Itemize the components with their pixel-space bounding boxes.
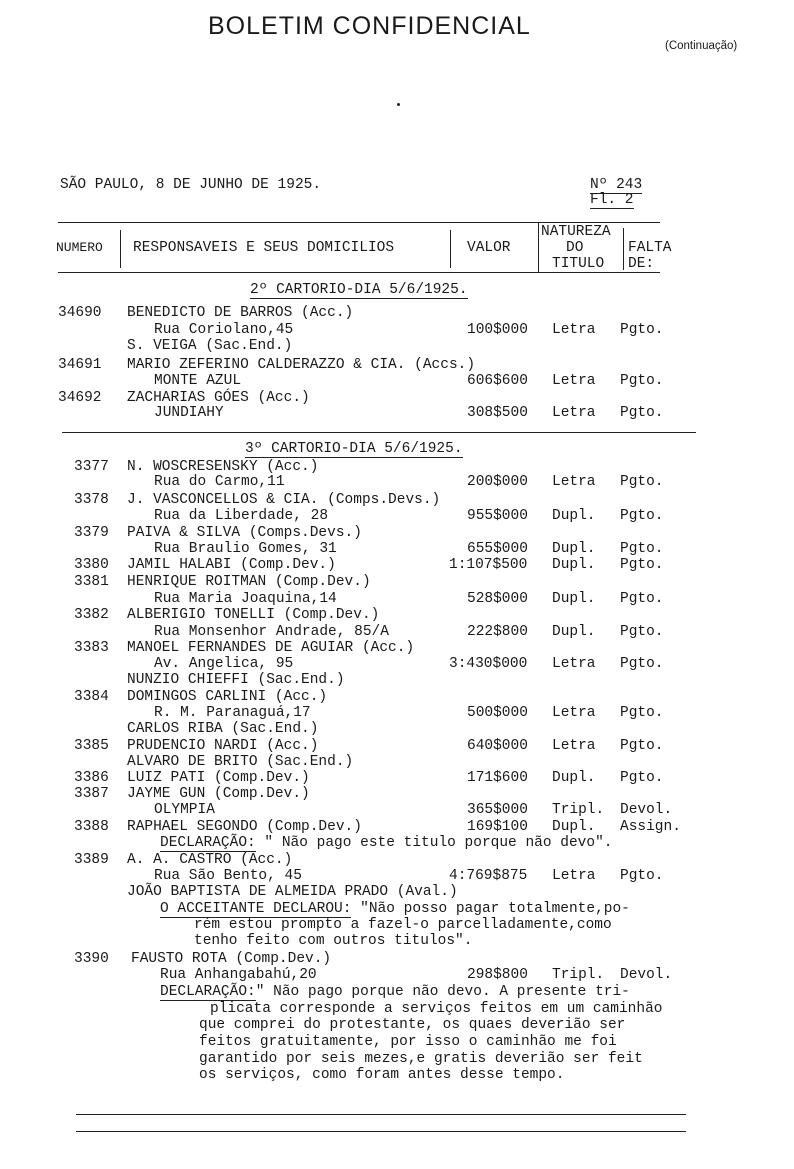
entry-valor: 298$800 [467,967,528,983]
entry-falta: Devol. [620,802,673,818]
entry-number: 3383 [74,640,109,656]
entry-titulo: Letra [552,373,596,389]
entry-valor: 308$500 [467,405,528,421]
declaration-label: DECLARAÇÃO: [160,984,256,1000]
entry-text: Av. Angelica, 95 [154,656,294,672]
declaration-text: que comprei do protestante, os quaes deverião ser [199,1017,626,1033]
footer-rule [76,1114,686,1115]
entry-falta: Pgto. [620,624,664,640]
entry-text: JOÃO BAPTISTA DE ALMEIDA PRADO (Aval.) [127,884,458,900]
entry-falta: Pgto. [620,591,664,607]
entry-text: ZACHARIAS GÓES (Acc.) [127,390,310,406]
entry-valor: 4:769$875 [449,868,528,884]
entry-number: 3381 [74,574,109,590]
entry-titulo: Letra [552,405,596,421]
entry-text: Rua Coriolano,45 [154,322,294,338]
entry-number: 3382 [74,607,109,623]
entry-valor: 528$000 [467,591,528,607]
entry-text: DOMINGOS CARLINI (Acc.) [127,689,328,705]
entry-falta: Assign. [620,819,681,835]
declaration-label: DECLARAÇÃO: [160,835,256,851]
continuation-label: (Continuação) [665,40,738,52]
col-natureza-2: DO [566,240,584,256]
ink-speck [397,103,400,106]
entry-falta: Pgto. [620,508,664,524]
entry-number: 34690 [58,305,102,321]
entry-text: MARIO ZEFERINO CALDERAZZO & CIA. (Accs.) [127,357,476,373]
entry-text: PRUDENCIO NARDI (Acc.) [127,738,319,754]
col-natureza-3: TITULO [552,256,605,272]
entry-text: MONTE AZUL [154,373,242,389]
entry-text: R. M. Paranaguá,17 [154,705,311,721]
entry-titulo: Letra [552,656,596,672]
entry-titulo: Dupl. [552,508,596,524]
entry-titulo: Dupl. [552,541,596,557]
entry-text: ALVARO DE BRITO (Sac.End.) [127,754,354,770]
entry-valor: 222$800 [467,624,528,640]
entry-text: Rua do Carmo,11 [154,474,285,490]
entry-text: BENEDICTO DE BARROS (Acc.) [127,305,354,321]
entry-number: 3386 [74,770,109,786]
section-divider [62,432,696,433]
entry-text: Rua da Liberdade, 28 [154,508,329,524]
entry-valor: 500$000 [467,705,528,721]
entry-number: 34691 [58,357,102,373]
declaration-text: " Não pago este titulo porque não devo". [255,835,613,851]
bulletin-number: Nº 243 [590,177,643,193]
entry-text: Rua Braulio Gomes, 31 [154,541,337,557]
entry-falta: Pgto. [620,656,664,672]
col-falta-1: FALTA [628,240,672,256]
entry-valor: 200$000 [467,474,528,490]
entry-text: Rua Anhangabahú,20 [160,967,317,983]
declaration-label: O ACCEITANTE DECLAROU: [160,901,352,917]
document-title: BOLETIM CONFIDENCIAL [208,12,531,40]
entry-valor: 640$000 [467,738,528,754]
entry-titulo: Tripl. [552,802,605,818]
entry-titulo: Dupl. [552,770,596,786]
entry-titulo: Letra [552,868,596,884]
declaration-text: plicata corresponde a serviços feitos em um caminhão [210,1001,663,1017]
entry-titulo: Dupl. [552,624,596,640]
col-falta-2: DE: [628,256,655,272]
entry-number: 3384 [74,689,109,705]
declaration-text: tenho feito com outros titulos". [194,933,473,949]
entry-valor: 955$000 [467,508,528,524]
entry-text: JAYME GUN (Comp.Dev.) [127,786,310,802]
entry-number: 3389 [74,852,109,868]
entry-titulo: Dupl. [552,557,596,573]
entry-titulo: Letra [552,474,596,490]
entry-valor: 171$600 [467,770,528,786]
entry-number: 3379 [74,525,109,541]
entry-text: Rua Monsenhor Andrade, 85/A [154,624,389,640]
entry-titulo: Letra [552,738,596,754]
entry-number: 3388 [74,819,109,835]
entry-falta: Pgto. [620,738,664,754]
section-heading-2-cartorio: 2º CARTORIO-DIA 5/6/1925. [250,282,468,298]
entry-text: MANOEL FERNANDES DE AGUIAR (Acc.) [127,640,415,656]
declaration-text: garantido por seis mezes,e gratis deverião ser feit [199,1051,643,1067]
footer-rule [76,1131,686,1132]
entry-titulo: Letra [552,322,596,338]
entry-falta: Pgto. [620,705,664,721]
entry-number: 3387 [74,786,109,802]
entry-text: CARLOS RIBA (Sac.End.) [127,721,319,737]
declaration [160,901,630,917]
entry-valor: 365$000 [467,802,528,818]
entry-number: 3385 [74,738,109,754]
entry-falta: Pgto. [620,868,664,884]
entry-valor: 1:107$500 [449,557,528,573]
declaration-text: feitos gratuitamente, por isso o caminhão me foi [199,1034,617,1050]
declaration [160,835,612,851]
entry-falta: Pgto. [620,541,664,557]
entry-titulo: Dupl. [552,819,596,835]
entry-text: JAMIL HALABI (Comp.Dev.) [127,557,336,573]
entry-falta: Pgto. [620,405,664,421]
col-valor: VALOR [467,240,511,256]
entry-text: RAPHAEL SEGONDO (Comp.Dev.) [127,819,362,835]
entry-text: FAUSTO ROTA (Comp.Dev.) [131,951,332,967]
entry-falta: Pgto. [620,770,664,786]
entry-falta: Pgto. [620,557,664,573]
entry-number: 34692 [58,390,102,406]
entry-text: S. VEIGA (Sac.End.) [127,338,293,354]
sheet-number: Fl. 2 [590,192,634,208]
entry-valor: 3:430$000 [449,656,528,672]
entry-valor: 655$000 [467,541,528,557]
entry-text: LUIZ PATI (Comp.Dev.) [127,770,310,786]
declaration-text: os serviços, como foram antes desse tempo. [199,1067,565,1083]
declaration-text: "Não posso pagar totalmente,po- [351,901,630,917]
entry-titulo: Tripl. [552,967,605,983]
entry-text: JUNDIAHY [154,405,224,421]
entry-text: Rua Maria Joaquina,14 [154,591,337,607]
entry-number: 3378 [74,492,109,508]
declaration [160,984,630,1000]
entry-falta: Pgto. [620,474,664,490]
entry-valor: 100$000 [467,322,528,338]
col-numero: NUMERO [56,240,103,255]
declaration-text: rém estou prompto a fazel-o parcelladamente,como [194,917,612,933]
entry-falta: Devol. [620,967,673,983]
entry-text: A. A. CASTRO (Acc.) [127,852,293,868]
entry-text: Rua São Bento, 45 [154,868,302,884]
place-date: SÃO PAULO, 8 DE JUNHO DE 1925. [60,177,322,193]
entry-text: OLYMPIA [154,802,215,818]
col-natureza-1: NATUREZA [541,224,611,240]
col-responsaveis: RESPONSAVEIS E SEUS DOMICILIOS [133,240,395,256]
entry-valor: 606$600 [467,373,528,389]
entry-text: HENRIQUE ROITMAN (Comp.Dev.) [127,574,371,590]
entry-text: J. VASCONCELLOS & CIA. (Comps.Devs.) [127,492,441,508]
entry-titulo: Dupl. [552,591,596,607]
entry-valor: 169$100 [467,819,528,835]
entry-text: N. WOSCRESENSKY (Acc.) [127,459,319,475]
entry-text: NUNZIO CHIEFFI (Sac.End.) [127,672,345,688]
entry-number: 3377 [74,459,109,475]
section-heading-3-cartorio: 3º CARTORIO-DIA 5/6/1925. [245,441,463,457]
entry-number: 3380 [74,557,109,573]
entry-text: ALBERIGIO TONELLI (Comp.Dev.) [127,607,380,623]
entry-falta: Pgto. [620,373,664,389]
entry-falta: Pgto. [620,322,664,338]
entry-text: PAIVA & SILVA (Comps.Devs.) [127,525,362,541]
entry-titulo: Letra [552,705,596,721]
entry-number: 3390 [74,951,109,967]
declaration-text: " Não pago porque não devo. A presente tri- [255,984,630,1000]
